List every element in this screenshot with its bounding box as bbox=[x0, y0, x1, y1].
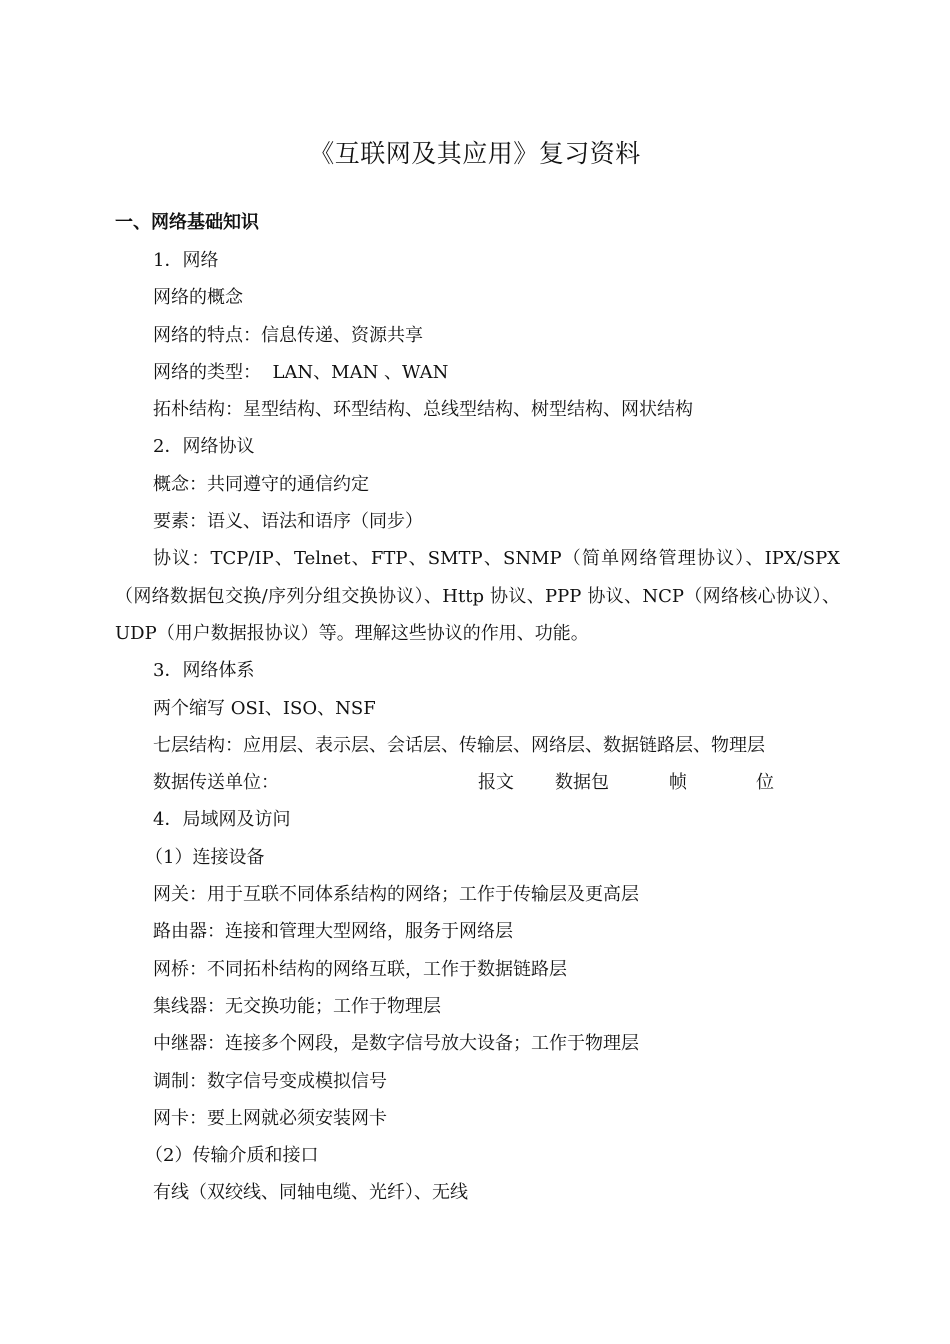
data-units-label: 数据传送单位： bbox=[153, 772, 279, 794]
subheading-network: 1．网络 bbox=[153, 250, 219, 271]
text-line: 网卡：要上网就必须安装网卡 bbox=[153, 1107, 387, 1129]
text-line: 网桥：不同拓朴结构的网络互联，工作于数据链路层 bbox=[153, 958, 567, 980]
text-line: 中继器：连接多个网段，是数字信号放大设备；工作于物理层 bbox=[153, 1033, 639, 1055]
data-units-row bbox=[115, 764, 840, 801]
data-unit-packet: 数据包 bbox=[555, 772, 609, 794]
text-line: 概念：共同遵守的通信约定 bbox=[153, 473, 369, 495]
text-line: 网络的概念 bbox=[153, 287, 243, 309]
section-heading: 一、网络基础知识 bbox=[115, 212, 259, 233]
text-line: 七层结构：应用层、表示层、会话层、传输层、网络层、数据链路层、物理层 bbox=[153, 734, 765, 756]
data-unit-bit: 位 bbox=[756, 772, 774, 794]
text-line: 集线器：无交换功能；工作于物理层 bbox=[153, 995, 441, 1017]
data-unit-message: 报文 bbox=[478, 772, 514, 794]
data-unit-frame: 帧 bbox=[669, 772, 687, 794]
subheading-devices: （1）连接设备 bbox=[145, 846, 265, 868]
subheading-protocol: 2．网络协议 bbox=[153, 436, 255, 458]
document-title: 《互联网及其应用》复习资料 bbox=[309, 139, 641, 168]
document-body bbox=[115, 242, 840, 1212]
text-line: 拓朴结构：星型结构、环型结构、总线型结构、树型结构、网状结构 bbox=[153, 399, 693, 421]
text-line: 调制：数字信号变成模拟信号 bbox=[153, 1070, 387, 1092]
text-line: 要素：语义、语法和语序（同步） bbox=[153, 511, 423, 533]
subheading-lan: 4．局域网及访问 bbox=[153, 809, 291, 831]
subheading-architecture: 3．网络体系 bbox=[153, 660, 255, 682]
subheading-media: （2）传输介质和接口 bbox=[145, 1145, 319, 1167]
protocol-paragraph: 协议：TCP/IP、Telnet、FTP、SMTP、SNMP（简单网络管理协议）、IPX/SPX（网络数据包交换/序列分组交换协议）、Http 协议、PPP 协议、NCP（网络核心协议）、UDP（用户数据报协议）等。理解这些协议的作用、功能。 bbox=[115, 548, 840, 644]
text-line: 网关：用于互联不同体系结构的网络；工作于传输层及更高层 bbox=[153, 884, 639, 906]
text-line: 两个缩写 OSI、ISO、NSF bbox=[153, 697, 376, 719]
text-line: 网络的特点：信息传递、资源共享 bbox=[153, 324, 423, 346]
text-line: 路由器：连接和管理大型网络，服务于网络层 bbox=[153, 921, 513, 943]
text-line: 有线（双绞线、同轴电缆、光纤）、无线 bbox=[153, 1182, 468, 1204]
text-line: 网络的类型： LAN、MAN 、WAN bbox=[153, 361, 449, 383]
